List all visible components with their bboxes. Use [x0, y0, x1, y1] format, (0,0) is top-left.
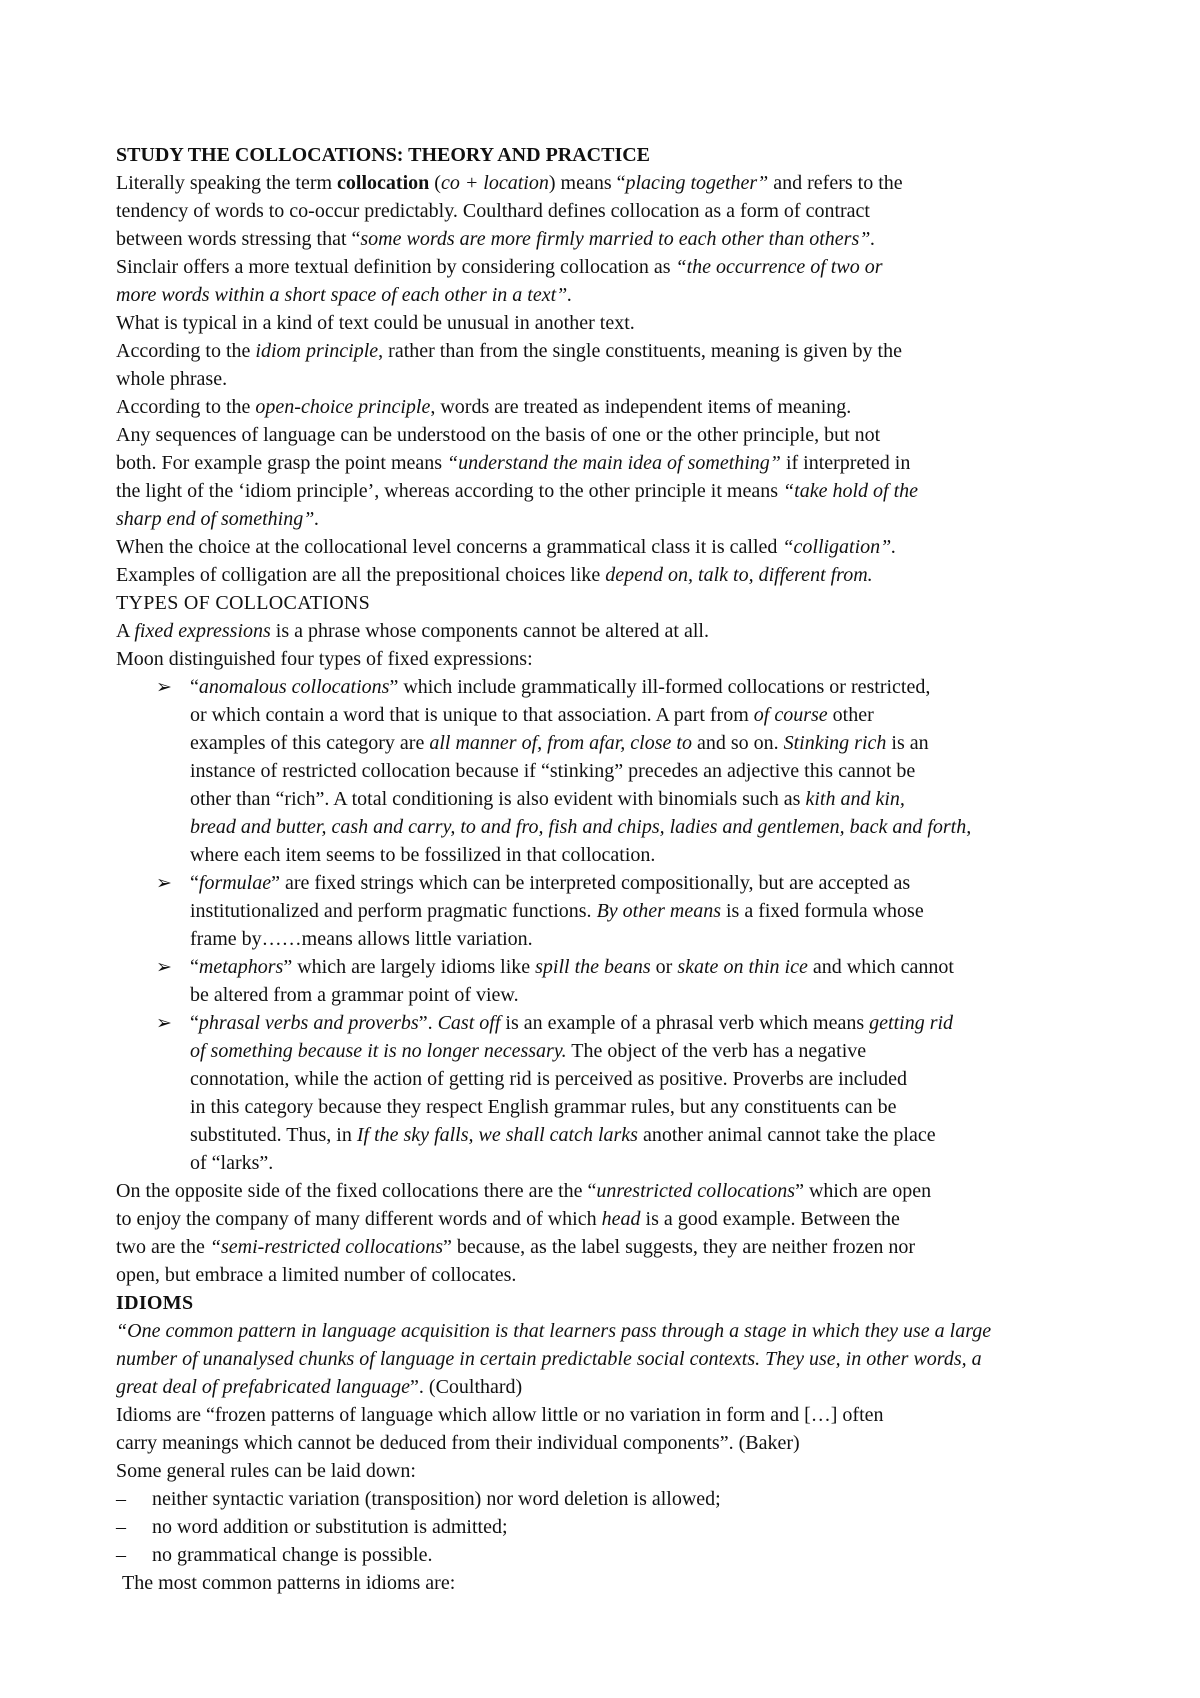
document-page — [116, 141, 1100, 1597]
section-heading-types: TYPES OF COLLOCATIONS — [116, 592, 371, 614]
paragraph-line: Examples of colligation are all the prepositional choices like depend on, talk to, different from. — [116, 564, 873, 586]
section-heading-idioms: IDIOMS — [116, 1292, 194, 1314]
arrow-bullet-icon: ➢ — [156, 872, 172, 894]
bullet-line: examples of this category are all manner of, from afar, close to and so on. Stinking rich is an — [190, 732, 929, 754]
quote-line: great deal of prefabricated language”. (Coulthard) — [116, 1376, 523, 1398]
paragraph-line: According to the idiom principle, rather than from the single constituents, meaning is given by the — [116, 340, 902, 362]
rule-item: – neither syntactic variation (transposition) nor word deletion is allowed; — [116, 1485, 1100, 1513]
rule-item: – no grammatical change is possible. — [116, 1541, 1100, 1569]
bullet-line: of “larks”. — [190, 1152, 274, 1174]
bullet-line: substituted. Thus, in If the sky falls, we shall catch larks another animal cannot take the place — [190, 1124, 936, 1146]
document-title: STUDY THE COLLOCATIONS: THEORY AND PRACTICE — [116, 144, 651, 166]
quote-line: number of unanalysed chunks of language in certain predictable social contexts. They use, in other words, a — [116, 1348, 982, 1370]
paragraph-line: Idioms are “frozen patterns of language which allow little or no variation in form and […] often — [116, 1404, 884, 1426]
paragraph-line: Moon distinguished four types of fixed expressions: — [116, 648, 533, 670]
bullet-item-formulae: ➢ “formulae” are fixed strings which can be interpreted compositionally, but are accepted as — [116, 869, 1100, 897]
bullet-line: connotation, while the action of getting rid is perceived as positive. Proverbs are included — [190, 1068, 908, 1090]
rule-item: – no word addition or substitution is admitted; — [116, 1513, 1100, 1541]
paragraph-line: the light of the ‘idiom principle’, whereas according to the other principle it means “take hold of the — [116, 480, 918, 502]
paragraph-line: tendency of words to co-occur predictably. Coulthard defines collocation as a form of contract — [116, 200, 870, 222]
arrow-bullet-icon: ➢ — [156, 1012, 172, 1034]
bullet-line: frame by……means allows little variation. — [190, 928, 533, 950]
paragraph-line: more words within a short space of each other in a text”. — [116, 284, 573, 306]
bullet-line: where each item seems to be fossilized in that collocation. — [190, 844, 656, 866]
dash-bullet-icon: – — [116, 1516, 126, 1538]
paragraph-line: Literally speaking the term collocation (co + location) means “placing together” and refers to the — [116, 172, 903, 194]
paragraph-line: Any sequences of language can be understood on the basis of one or the other principle, but not — [116, 424, 881, 446]
paragraph-line: Sinclair offers a more textual definition by considering collocation as “the occurrence of two or — [116, 256, 883, 278]
bullet-item-phrasal-verbs: ➢ “phrasal verbs and proverbs”. Cast off is an example of a phrasal verb which means getting rid — [116, 1009, 1100, 1037]
paragraph-line: carry meanings which cannot be deduced from their individual components”. (Baker) — [116, 1432, 800, 1454]
bullet-line: be altered from a grammar point of view. — [190, 984, 519, 1006]
paragraph-line: A fixed expressions is a phrase whose components cannot be altered at all. — [116, 620, 709, 642]
bullet-line: in this category because they respect English grammar rules, but any constituents can be — [190, 1096, 897, 1118]
bullet-line: institutionalized and perform pragmatic functions. By other means is a fixed formula whose — [190, 900, 924, 922]
paragraph-line: to enjoy the company of many different words and of which head is a good example. Between the — [116, 1208, 900, 1230]
paragraph-line: According to the open-choice principle, words are treated as independent items of meaning. — [116, 396, 852, 418]
paragraph-line: What is typical in a kind of text could be unusual in another text. — [116, 312, 635, 334]
quote-line: “One common pattern in language acquisition is that learners pass through a stage in which they use a large — [116, 1320, 992, 1342]
bullet-line: of something because it is no longer necessary. The object of the verb has a negative — [190, 1040, 867, 1062]
bullet-line: instance of restricted collocation because if “stinking” precedes an adjective this cannot be — [190, 760, 916, 782]
paragraph-line: two are the “semi-restricted collocations” because, as the label suggests, they are neither frozen nor — [116, 1236, 916, 1258]
dash-bullet-icon: – — [116, 1488, 126, 1510]
paragraph-line: The most common patterns in idioms are: — [122, 1572, 456, 1594]
bullet-line: other than “rich”. A total conditioning is also evident with binomials such as kith and kin, — [190, 788, 905, 810]
bullet-item-metaphors: ➢ “metaphors” which are largely idioms like spill the beans or skate on thin ice and which cannot — [116, 953, 1100, 981]
paragraph-line: between words stressing that “some words are more firmly married to each other than others”. — [116, 228, 876, 250]
paragraph-line: open, but embrace a limited number of collocates. — [116, 1264, 517, 1286]
arrow-bullet-icon: ➢ — [156, 956, 172, 978]
bullet-line: or which contain a word that is unique to that association. A part from of course other — [190, 704, 874, 726]
paragraph-line: When the choice at the collocational level concerns a grammatical class it is called “colligation”. — [116, 536, 897, 558]
paragraph-line: sharp end of something”. — [116, 508, 320, 530]
paragraph-line: both. For example grasp the point means “understand the main idea of something” if interpreted in — [116, 452, 911, 474]
dash-bullet-icon: – — [116, 1544, 126, 1566]
bullet-item-anomalous: ➢ “anomalous collocations” which include grammatically ill-formed collocations or restricted, — [116, 673, 1100, 701]
paragraph-line: Some general rules can be laid down: — [116, 1460, 416, 1482]
paragraph-line: whole phrase. — [116, 368, 228, 390]
paragraph-line: On the opposite side of the fixed collocations there are the “unrestricted collocations” which are open — [116, 1180, 932, 1202]
bullet-line: bread and butter, cash and carry, to and fro, fish and chips, ladies and gentlemen, back and forth, — [190, 816, 972, 838]
arrow-bullet-icon: ➢ — [156, 676, 172, 698]
